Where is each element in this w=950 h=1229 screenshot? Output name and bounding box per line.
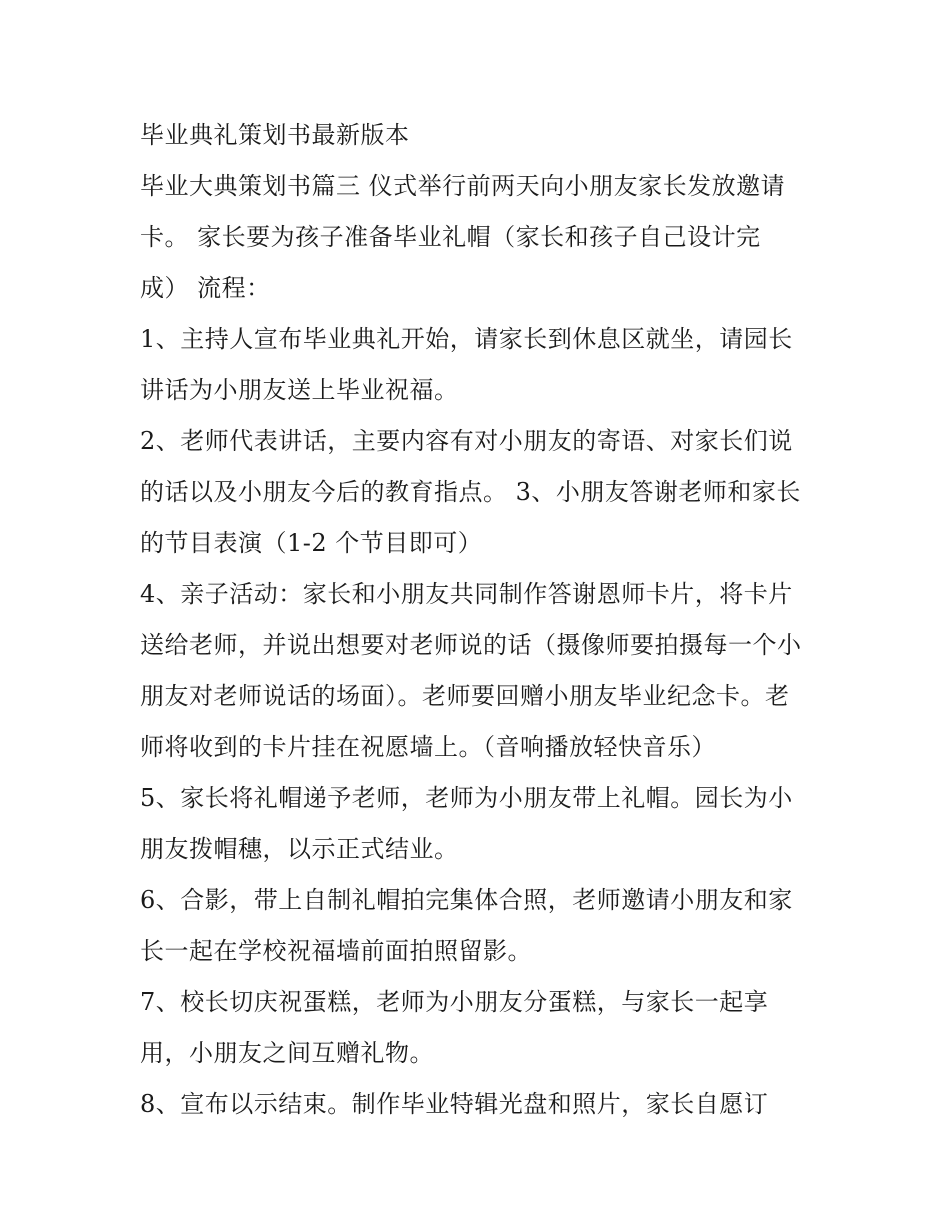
text-line: 朋友拨帽穗，以示正式结业。 bbox=[140, 835, 459, 863]
text-line: 用，小朋友之间互赠礼物。 bbox=[140, 1039, 434, 1067]
text-line: 朋友对老师说话的场面）。老师要回赠小朋友毕业纪念卡。老 bbox=[140, 682, 790, 710]
text-line: 8、宣布以示结束。制作毕业特辑光盘和照片，家长自愿订 bbox=[140, 1090, 769, 1118]
text-line: 师将收到的卡片挂在祝愿墙上。（音响播放轻快音乐） bbox=[140, 733, 716, 761]
text-line: 成） 流程： bbox=[140, 274, 271, 302]
text-line: 2、老师代表讲话，主要内容有对小朋友的寄语、对家长们说 bbox=[140, 427, 793, 455]
text-line: 卡。 家长要为孩子准备毕业礼帽（家长和孩子自己设计完 bbox=[140, 223, 761, 251]
text-line: 1、主持人宣布毕业典礼开始，请家长到休息区就坐，请园长 bbox=[140, 325, 793, 353]
document-body bbox=[140, 110, 820, 1130]
text-line: 送给老师，并说出想要对老师说的话（摄像师要拍摄每一个小 bbox=[140, 631, 802, 659]
text-line: 毕业大典策划书篇三 仪式举行前两天向小朋友家长发放邀请 bbox=[140, 172, 786, 200]
text-line: 讲话为小朋友送上毕业祝福。 bbox=[140, 376, 459, 404]
document-title: 毕业典礼策划书最新版本 bbox=[140, 121, 410, 149]
text-line: 长一起在学校祝福墙前面拍照留影。 bbox=[140, 937, 532, 965]
text-line: 6、合影，带上自制礼帽拍完集体合照，老师邀请小朋友和家 bbox=[140, 886, 793, 914]
text-line: 的话以及小朋友今后的教育指点。 3、小朋友答谢老师和家长 bbox=[140, 478, 801, 506]
text-line: 7、校长切庆祝蛋糕，老师为小朋友分蛋糕，与家长一起享 bbox=[140, 988, 769, 1016]
text-line: 5、家长将礼帽递予老师，老师为小朋友带上礼帽。园长为小 bbox=[140, 784, 793, 812]
text-line: 4、亲子活动：家长和小朋友共同制作答谢恩师卡片，将卡片 bbox=[140, 580, 793, 608]
text-line: 的节目表演（1-2 个节目即可） bbox=[140, 529, 483, 557]
